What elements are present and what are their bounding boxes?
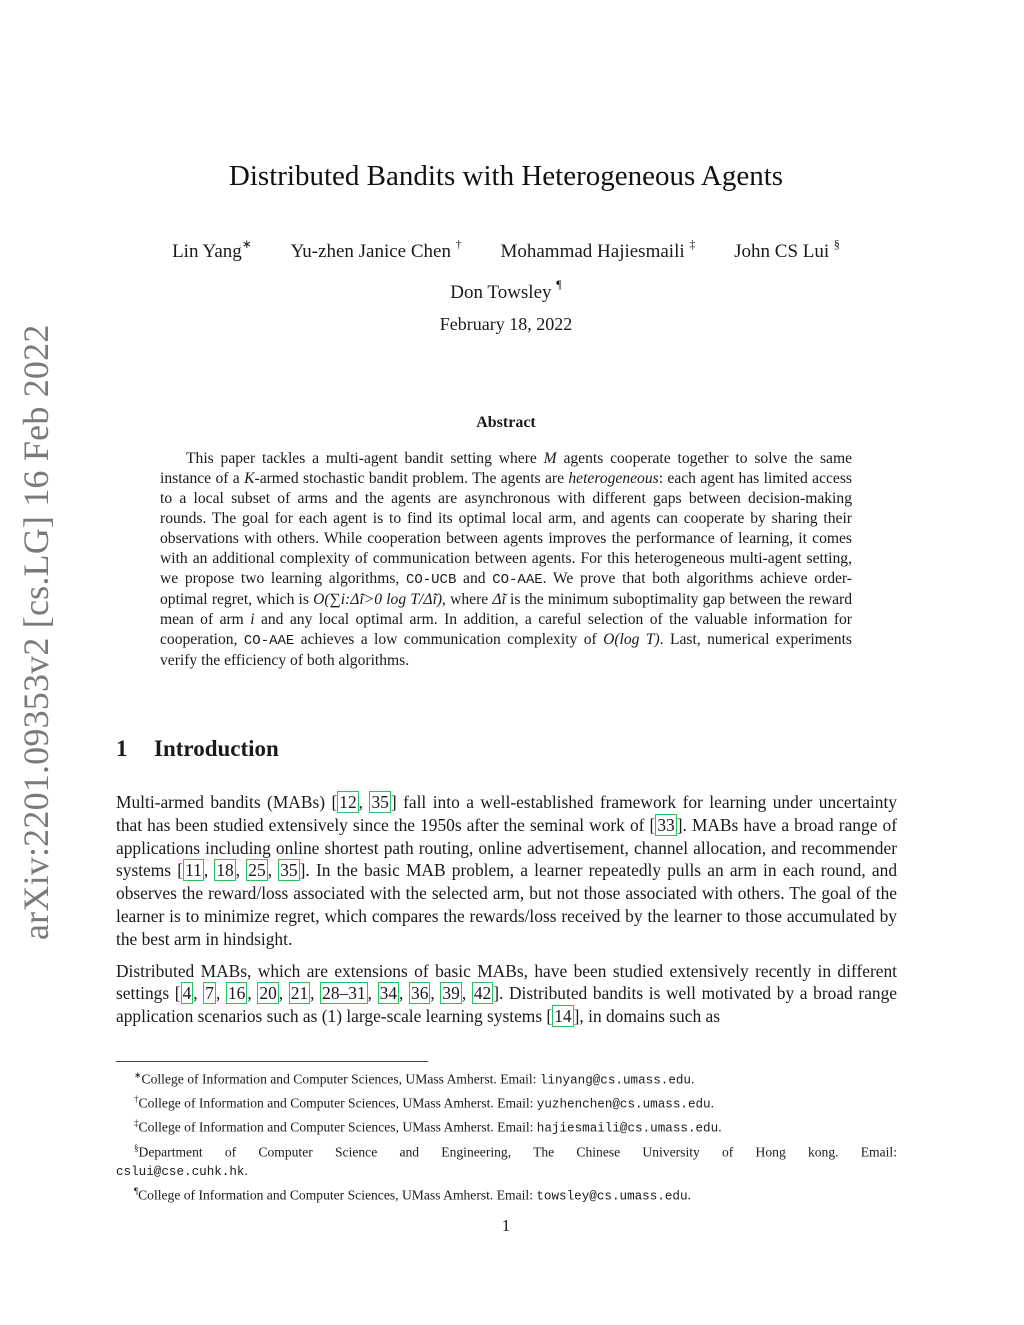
- author: John CS Lui §: [734, 237, 840, 263]
- citation-link[interactable]: 25: [248, 860, 266, 881]
- citation-link[interactable]: 42: [473, 983, 492, 1004]
- section-heading: 1 Introduction: [116, 736, 279, 761]
- author-line-2: [0, 269, 1012, 309]
- footnote: ∗College of Information and Computer Sciences, UMass Amherst. Email: linyang@cs.umass.edu.: [134, 1070, 695, 1088]
- arxiv-identifier: arXiv:2201.09353v2 [cs.LG] 16 Feb 2022: [16, 324, 56, 940]
- email-address[interactable]: cslui@cse.cuhk.hk: [116, 1164, 245, 1179]
- author-line-1: [0, 229, 1012, 269]
- citation-link[interactable]: 16: [227, 983, 246, 1004]
- email-address[interactable]: towsley@cs.umass.edu: [536, 1189, 688, 1204]
- citation-link[interactable]: 11: [185, 860, 202, 881]
- author: Lin Yang∗: [172, 237, 252, 263]
- intro-paragraph-1: Multi-armed bandits (MABs) [ 12 , 35 ] fall into a well-established framework for learning under uncertainty that has been studied extensively since the 1950s after the seminal work of [ 33 ]. MABs have a broad range of applications including online shortest path routing, online advertisement, channel allocation, and recommender systems [ 11 , 18 , 25 , 35 ]. In the basic MAB problem, a learner repeatedly pulls an arm in each round, and observes the reward/loss associated with the selected arm, but not those associated with others. The goal of the learner is to minimize regret, which compares the rewards/loss received by the learner to those accumulated by the best arm in hindsight.: [116, 792, 898, 949]
- citation-link[interactable]: 34: [379, 983, 398, 1004]
- publication-date: February 18, 2022: [439, 314, 573, 334]
- author-list: [0, 229, 1012, 310]
- algorithm-name: CO-AAE: [243, 633, 295, 649]
- footnote: §Department of Computer Science and Engineering, The Chinese University of Hong kong. Email:: [134, 1142, 897, 1160]
- abstract-body: [160, 449, 852, 671]
- paper-title: Distributed Bandits with Heterogeneous Agents: [228, 160, 784, 192]
- footnote-continuation: cslui@cse.cuhk.hk.: [116, 1162, 248, 1179]
- regret-formula: O(∑i:Δ̃i>0 log T/Δ̃i): [313, 591, 443, 608]
- intro-paragraph-2: Distributed MABs, which are extensions of basic MABs, have been studied extensively recently in different settings [ 4 , 7 , 16 , 20 , 21 , 28–31 , 34 , 36 , 39 , 42 ]. Distributed bandits is well motivated by a broad range application scenarios such as (1) large-scale learning systems [ 14 ], in domains such as: [116, 960, 898, 1027]
- citation-link[interactable]: 20: [259, 983, 277, 1004]
- algorithm-name: CO-AAE: [492, 572, 543, 588]
- citation-link[interactable]: 18: [216, 860, 234, 881]
- page-number: 1: [501, 1216, 511, 1235]
- citation-link[interactable]: 35: [280, 860, 298, 881]
- email-address[interactable]: hajiesmaili@cs.umass.edu: [536, 1122, 719, 1136]
- citation-link[interactable]: 21: [290, 983, 309, 1004]
- email-address[interactable]: linyang@cs.umass.edu: [539, 1073, 691, 1088]
- footnote: †College of Information and Computer Sciences, UMass Amherst. Email: yuzhenchen@cs.umass.edu.: [134, 1094, 715, 1112]
- author: Don Towsley ¶: [450, 277, 562, 303]
- complexity-formula: O(log T): [603, 631, 660, 648]
- email-address[interactable]: yuzhenchen@cs.umass.edu: [536, 1097, 711, 1112]
- author: Mohammad Hajiesmaili ‡: [500, 237, 696, 263]
- footnote-divider: [116, 1061, 428, 1062]
- author: Yu-zhen Janice Chen †: [290, 237, 462, 263]
- citation-link[interactable]: 4: [182, 983, 192, 1004]
- citation-link[interactable]: 14: [554, 1006, 572, 1027]
- citation-link[interactable]: 7: [205, 983, 214, 1004]
- citation-link[interactable]: 39: [442, 983, 460, 1004]
- algorithm-name: CO-UCB: [405, 572, 457, 588]
- citation-link[interactable]: 28–31: [322, 983, 366, 1004]
- abstract-paragraph: This paper tackles a multi-agent bandit setting where M agents cooperate together to solve the same instance of a K-armed stochastic bandit problem. The agents are heterogeneous: each agent has limited access to a local subset of arms and the agents are asynchronous with different gaps between decision-making rounds. The goal for each agent is to find its optimal local arm, and agents can cooperate by sharing their observations with others. While cooperation between agents improves the performance of learning, it comes with an additional complexity of communication between agents. For this heterogeneous multi-agent setting, we propose two learning algorithms, CO-UCB and CO-AAE. We prove that both algorithms achieve order-optimal regret, which is O(∑i:Δ̃i>0 log T/Δ̃i), where Δ̃i is the minimum suboptimality gap between the reward mean of arm i and any local optimal arm. In addition, a careful selection of the valuable information for cooperation, CO-AAE achieves a low communication complexity of O(log T). Last, numerical experiments verify the efficiency of both algorithms.: [160, 450, 853, 669]
- footnote: ¶College of Information and Computer Sciences, UMass Amherst. Email: towsley@cs.umass.edu.: [134, 1185, 691, 1204]
- footnotes: [116, 1066, 897, 1206]
- introduction-body: [116, 791, 897, 1037]
- citation-link[interactable]: 33: [657, 814, 675, 835]
- footnote: ‡College of Information and Computer Sciences, UMass Amherst. Email: hajiesmaili@cs.umass.edu.: [134, 1118, 722, 1136]
- citation-link[interactable]: 36: [411, 983, 429, 1004]
- abstract-heading: Abstract: [476, 414, 536, 431]
- citation-link[interactable]: 35: [371, 792, 389, 812]
- citation-link[interactable]: 12: [339, 792, 357, 812]
